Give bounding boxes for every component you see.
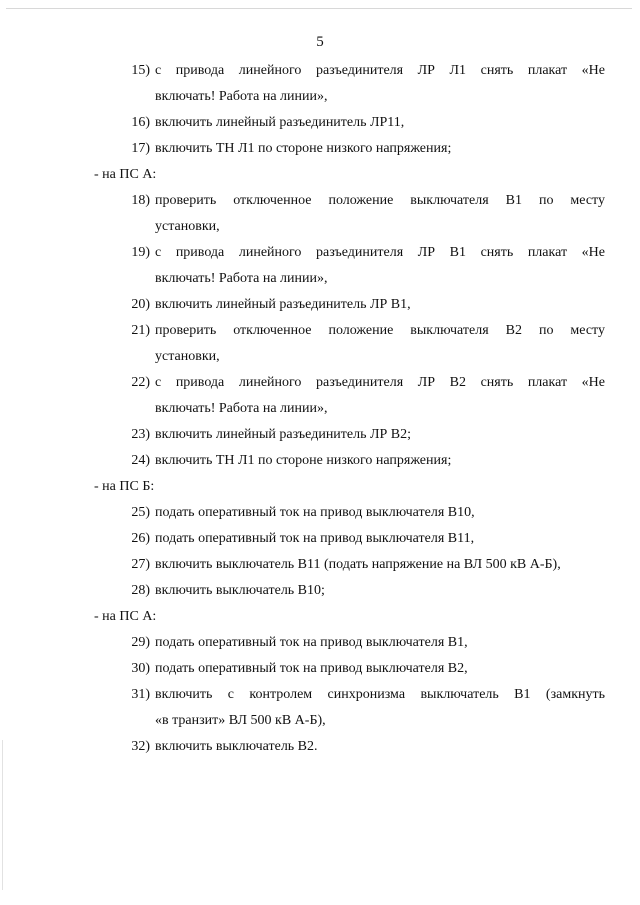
list-item [0, 526, 640, 552]
item-number: 17) [131, 141, 150, 156]
item-text-line: включать! Работа на линии», [155, 401, 328, 416]
item-number: 30) [131, 661, 150, 676]
list-item [0, 422, 640, 448]
item-text-line: с привода линейного разъединителя ЛР В2 снять плакат «Не [155, 375, 605, 390]
item-number: 18) [131, 193, 150, 208]
item-number: 26) [131, 531, 150, 546]
item-text-line: подать оперативный ток на привод выключателя В11, [155, 531, 475, 546]
item-text [155, 578, 605, 604]
item-number: 23) [131, 427, 150, 442]
list-item [0, 240, 640, 292]
section-heading: - на ПС А: [94, 609, 157, 624]
item-number: 27) [131, 557, 150, 572]
item-text-line: установки, [155, 349, 220, 364]
item-number: 25) [131, 505, 150, 520]
item-text [155, 188, 605, 240]
list-item [0, 188, 640, 240]
list-item [0, 370, 640, 422]
scan-edge-line [6, 8, 632, 9]
item-text-line: включить ТН Л1 по стороне низкого напряжения; [155, 453, 452, 468]
item-number: 31) [131, 687, 150, 702]
item-text-line: подать оперативный ток на привод выключателя В10, [155, 505, 475, 520]
item-text [155, 552, 605, 578]
list-item [0, 292, 640, 318]
item-text [155, 448, 605, 474]
item-text [155, 240, 605, 292]
item-text [155, 136, 605, 162]
item-text [155, 58, 605, 110]
item-text-line: включить с контролем синхронизма выключатель В1 (замкнуть [155, 687, 605, 702]
item-number: 16) [131, 115, 150, 130]
list-item [0, 578, 640, 604]
item-text-line: с привода линейного разъединителя ЛР Л1 снять плакат «Не [155, 63, 605, 78]
section-heading: - на ПС Б: [94, 479, 155, 494]
item-text [155, 526, 605, 552]
item-text [155, 422, 605, 448]
item-text-line: подать оперативный ток на привод выключателя В2, [155, 661, 468, 676]
list-item [0, 318, 640, 370]
item-text [155, 318, 605, 370]
document-body [0, 58, 640, 760]
item-text [155, 110, 605, 136]
item-number: 28) [131, 583, 150, 598]
section-heading: - на ПС А: [94, 167, 157, 182]
item-text-line: включить линейный разъединитель ЛР В1, [155, 297, 411, 312]
item-text-line: подать оперативный ток на привод выключателя В1, [155, 635, 468, 650]
item-number: 32) [131, 739, 150, 754]
item-text-line: включить выключатель В2. [155, 739, 318, 754]
item-text-line: включить линейный разъединитель ЛР В2; [155, 427, 412, 442]
item-text-line: включить ТН Л1 по стороне низкого напряжения; [155, 141, 452, 156]
item-number: 20) [131, 297, 150, 312]
item-text [155, 500, 605, 526]
item-text [155, 370, 605, 422]
item-text [155, 292, 605, 318]
item-text-line: включать! Работа на линии», [155, 271, 328, 286]
list-item [0, 552, 640, 578]
list-item [0, 630, 640, 656]
item-text-line: включать! Работа на линии», [155, 89, 328, 104]
item-text-line: «в транзит» ВЛ 500 кВ А-Б), [155, 713, 326, 728]
item-number: 29) [131, 635, 150, 650]
list-item [0, 682, 640, 734]
item-text-line: включить выключатель В11 (подать напряжение на ВЛ 500 кВ А-Б), [155, 557, 561, 572]
item-text-line: установки, [155, 219, 220, 234]
item-text-line: проверить отключенное положение выключателя В1 по месту [155, 193, 605, 208]
list-item [0, 734, 640, 760]
item-text-line: с привода линейного разъединителя ЛР В1 снять плакат «Не [155, 245, 605, 260]
list-item [0, 656, 640, 682]
item-text [155, 734, 605, 760]
item-number: 21) [131, 323, 150, 338]
item-text-line: включить выключатель В10; [155, 583, 325, 598]
scan-left-edge [2, 740, 3, 890]
list-item [0, 500, 640, 526]
list-item [0, 58, 640, 110]
list-item [0, 110, 640, 136]
page-number: 5 [316, 34, 324, 50]
list-item [0, 136, 640, 162]
item-text-line: проверить отключенное положение выключателя В2 по месту [155, 323, 605, 338]
item-text [155, 630, 605, 656]
item-text [155, 656, 605, 682]
item-number: 19) [131, 245, 150, 260]
item-number: 22) [131, 375, 150, 390]
item-text [155, 682, 605, 734]
list-item [0, 448, 640, 474]
item-text-line: включить линейный разъединитель ЛР11, [155, 115, 405, 130]
item-number: 15) [131, 63, 150, 78]
item-number: 24) [131, 453, 150, 468]
